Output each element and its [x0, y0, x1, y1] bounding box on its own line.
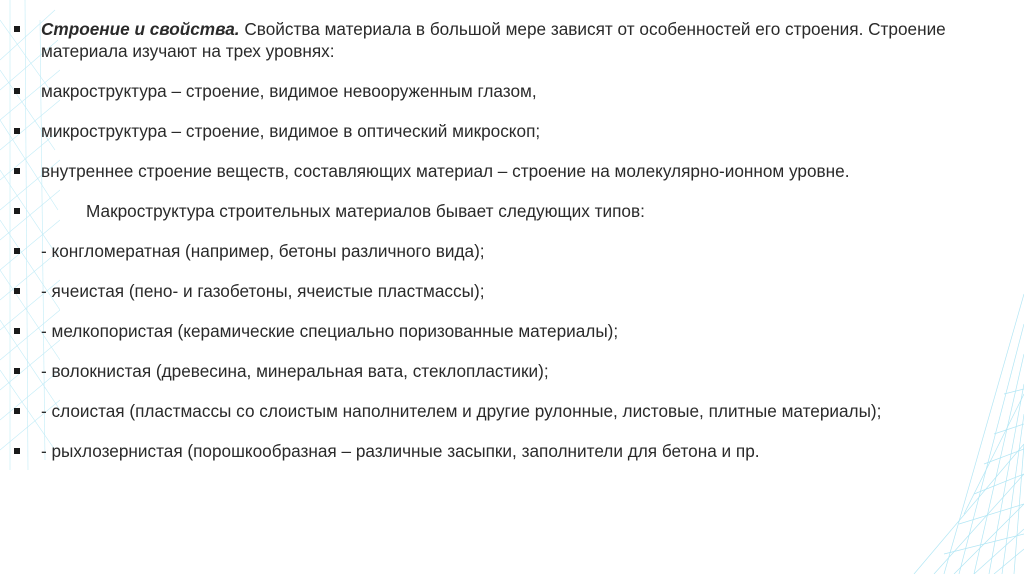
list-item-text: - рыхлозернистая (порошкообразная – различные засыпки, заполнители для бетона и пр. — [41, 441, 760, 461]
bullet-marker — [14, 168, 20, 174]
list-item-text: - мелкопористая (керамические специально поризованные материалы); — [41, 321, 619, 341]
bullet-marker — [14, 408, 20, 414]
bullet-marker — [14, 368, 20, 374]
text-content — [14, 18, 1004, 480]
bullet-marker — [14, 208, 20, 214]
lead-heading: Строение и свойства. — [41, 19, 240, 39]
list-item-text: - ячеистая (пено- и газобетоны, ячеистые пластмассы); — [41, 281, 485, 301]
bullet-marker — [14, 26, 20, 32]
bullet-marker — [14, 128, 20, 134]
list-item-text: внутреннее строение веществ, составляющих материал – строение на молекулярно-ионном уровне. — [41, 161, 850, 181]
list-item — [14, 120, 1004, 142]
bullet-marker — [14, 448, 20, 454]
bullet-list — [14, 18, 1004, 462]
list-item — [14, 80, 1004, 102]
list-item-text: - волокнистая (древесина, минеральная вата, стеклопластики); — [41, 361, 549, 381]
list-item-text: макроструктура – строение, видимое невооруженным глазом, — [41, 81, 537, 101]
bullet-marker — [14, 248, 20, 254]
list-item — [14, 400, 1004, 422]
bullet-marker — [14, 88, 20, 94]
list-item-text: - конгломератная (например, бетоны различного вида); — [41, 241, 485, 261]
bullet-marker — [14, 288, 20, 294]
list-item — [14, 18, 1004, 62]
list-item — [14, 440, 1004, 462]
list-item-text: микроструктура – строение, видимое в оптический микроскоп; — [41, 121, 541, 141]
list-item-text: Макроструктура строительных материалов бывает следующих типов: — [86, 201, 645, 221]
list-item-text: Свойства материала в большой мере зависят от особенностей его строения. Строение материала изучают на трех уровнях: — [41, 19, 946, 61]
bullet-marker — [14, 328, 20, 334]
list-item — [14, 280, 1004, 302]
list-item — [14, 360, 1004, 382]
list-item — [14, 200, 1004, 222]
list-item — [14, 160, 1004, 182]
list-item — [14, 320, 1004, 342]
list-item — [14, 240, 1004, 262]
list-item-text: - слоистая (пластмассы со слоистым наполнителем и другие рулонные, листовые, плитные материалы); — [41, 401, 882, 421]
